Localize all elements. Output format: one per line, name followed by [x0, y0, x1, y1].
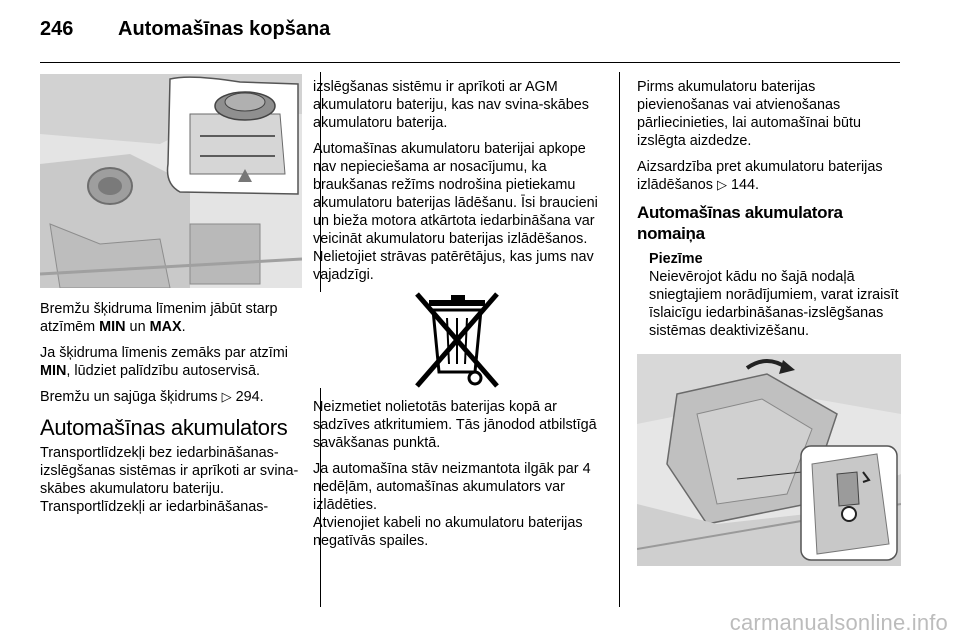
maintenance-paragraph: Automašīnas akumulatoru baterijai apkope nav nepieciešama ar nosacījumu, ka braukšanas režīms nodrošina pietiekamu akumulatoru baterijas lādēšanu. Īsi braucieni un bieža motora atkārtota iedarbināšana var veicināt akumulatoru baterijas izlādēšanos. Nelietojiet strāvas patērētājus, kas jums nav vajadzīgi. — [313, 141, 598, 283]
discharge-protection-reference — [637, 158, 905, 194]
text-span: Bremžu un sajūga šķidrums — [40, 389, 222, 405]
column-3 — [637, 78, 905, 566]
note-block — [637, 250, 905, 340]
storage-paragraph: Ja automašīna stāv neizmantota ilgāk par 4 nedēļām, automašīnas akumulators var izlādēties. — [313, 461, 591, 513]
battery-cover-illustration — [637, 354, 901, 566]
text-span: Bremžu šķidruma līmenim jābūt starp atzīmēm — [40, 301, 278, 335]
column-divider-right — [619, 72, 620, 607]
page-number: 246 — [40, 18, 74, 40]
section-heading-battery: Automašīnas akumulators — [40, 415, 288, 440]
low-level-paragraph — [40, 344, 308, 380]
brake-fluid-reference — [40, 388, 308, 406]
agm-paragraph: izslēgšanas sistēmu ir aprīkoti ar AGM akumulatoru bateriju, kas nav svina-skābes akumulatoru baterija. — [313, 79, 589, 131]
text-span: , lūdziet palīdzību autoservisā. — [66, 363, 260, 379]
battery-paragraph-1: Transportlīdzekļi bez iedarbināšanas-izslēgšanas sistēmas ir aprīkoti ar svina-skābes akumulatoru bateriju. — [40, 445, 299, 497]
text-span: . — [259, 389, 264, 405]
column-2 — [313, 78, 605, 558]
crossed-out-wheelie-bin-icon — [313, 292, 605, 388]
text-span: un — [125, 319, 150, 335]
page-reference-arrow-icon: ▷ — [221, 389, 232, 404]
disposal-paragraph: Neizmetiet nolietotās baterijas kopā ar sadzīves atkritumiem. Tās jānodod atbilstīgā savākšanas punktā. — [313, 399, 597, 451]
brake-fluid-reservoir-illustration — [40, 74, 302, 288]
text-span: . — [755, 177, 760, 193]
column-1 — [40, 74, 308, 524]
note-text: Neievērojot kādu no šajā nodaļā sniegtajiem norādījumiem, varat izraisīt īslaicīgu iedarbināšanas-izslēgšanas sistēmas deaktivizēšanu. — [649, 269, 899, 339]
page-reference-number[interactable]: 144 — [731, 177, 756, 193]
note-title: Piezīme — [649, 251, 703, 267]
text-span: Aizsardzība pret akumulatoru baterijas izlādēšanos — [637, 159, 883, 193]
page-reference-arrow-icon: ▷ — [717, 177, 727, 192]
text-span: Ja šķidruma līmenis zemāks par atzīmi — [40, 345, 288, 361]
brake-fluid-level-paragraph — [40, 300, 308, 336]
section-heading-battery-replacement: Automašīnas akumulatora nomaiņa — [637, 203, 843, 243]
page-reference-number[interactable]: 294 — [235, 389, 260, 405]
watermark: carmanualsonline.info — [729, 610, 948, 635]
battery-paragraph-2: Transportlīdzekļi ar iedarbināšanas- — [40, 499, 269, 515]
min-label: MIN — [40, 363, 67, 379]
page-header — [0, 0, 960, 60]
ignition-paragraph: Pirms akumulatoru baterijas pievienošanas vai atvienošanas pārliecinieties, lai automašīnai būtu izslēgta aizdedze. — [637, 79, 861, 149]
min-label: MIN — [99, 319, 126, 335]
page-title: Automašīnas kopšana — [118, 18, 331, 40]
header-rule — [40, 62, 900, 63]
text-span: . — [181, 319, 186, 335]
max-label: MAX — [149, 319, 182, 335]
disconnect-paragraph: Atvienojiet kabeli no akumulatoru baterijas negatīvās spailes. — [313, 515, 583, 549]
